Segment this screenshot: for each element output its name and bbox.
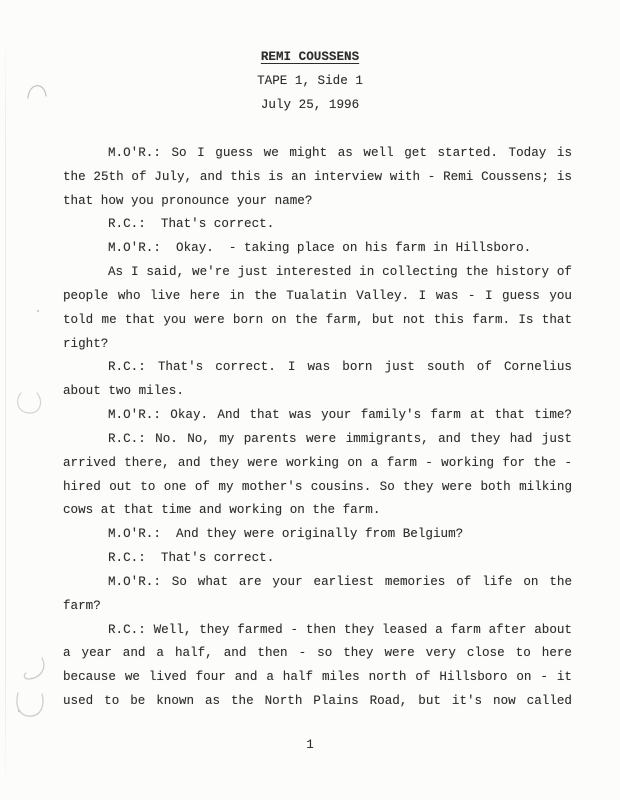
transcript-line: arrived there, and they were working on a farm - working for the - [63,455,572,470]
transcript-line: As I said, we're just interested in collecting the history of [108,265,572,280]
scan-mark [17,693,43,716]
tape-subtitle: TAPE 1, Side 1 [257,73,363,88]
transcript-line: farm? [63,598,101,613]
transcript-line: used to be known as the North Plains Road, but it's now called [63,694,572,709]
scan-mark [37,310,39,312]
transcript-body [63,142,572,714]
transcript-line: told me that you were born on the farm, but not this farm. Is that [63,312,572,327]
transcript-line: M.O'R.: So I guess we might as well get started. Today is [108,146,572,160]
document-title: REMI COUSSENS [260,50,360,64]
scan-mark [18,710,20,712]
transcript-line: people who live here in the Tualatin Valley. I was - I guess you [63,288,572,303]
transcript-line: R.C.: Well, they farmed - then they leased a farm after about [108,622,572,637]
scan-mark [24,658,43,679]
document-header [0,46,620,117]
transcript-line: R.C.: That's correct. [108,551,275,566]
transcript-line: a year and a half, and then - so they were very close to here [63,646,572,661]
scan-mark [18,393,41,413]
transcript-line: cows at that time and working on the farm. [63,503,381,518]
transcript-line: about two miles. [63,384,184,399]
transcript-line: R.C.: No. No, my parents were immigrants, and they had just [108,431,572,446]
transcript-line: M.O'R.: So what are your earliest memories of life on the [108,574,572,589]
interview-date: July 25, 1996 [260,97,360,112]
transcript-line: the 25th of July, and this is an interview with - Remi Coussens; is [63,169,572,184]
transcript-line: M.O'R.: And they were originally from Belgium? [108,527,464,542]
transcript-line: that how you pronounce your name? [63,193,313,208]
page-edge-shadow [5,30,6,795]
transcript-line: M.O'R.: Okay. - taking place on his farm in Hillsboro. [108,241,532,256]
transcript-line: right? [63,336,109,351]
transcript-line: because we lived four and a half miles north of Hillsboro on - it [63,670,572,685]
transcript-line: M.O'R.: Okay. And that was your family's farm at that time? [108,408,572,423]
transcript-line: R.C.: That's correct. I was born just south of Cornelius [108,360,572,375]
transcript-line: hired out to one of my mother's cousins. So they were both milking [63,479,572,494]
transcript-line: R.C.: That's correct. [108,217,275,232]
page-number: 1 [306,738,314,752]
